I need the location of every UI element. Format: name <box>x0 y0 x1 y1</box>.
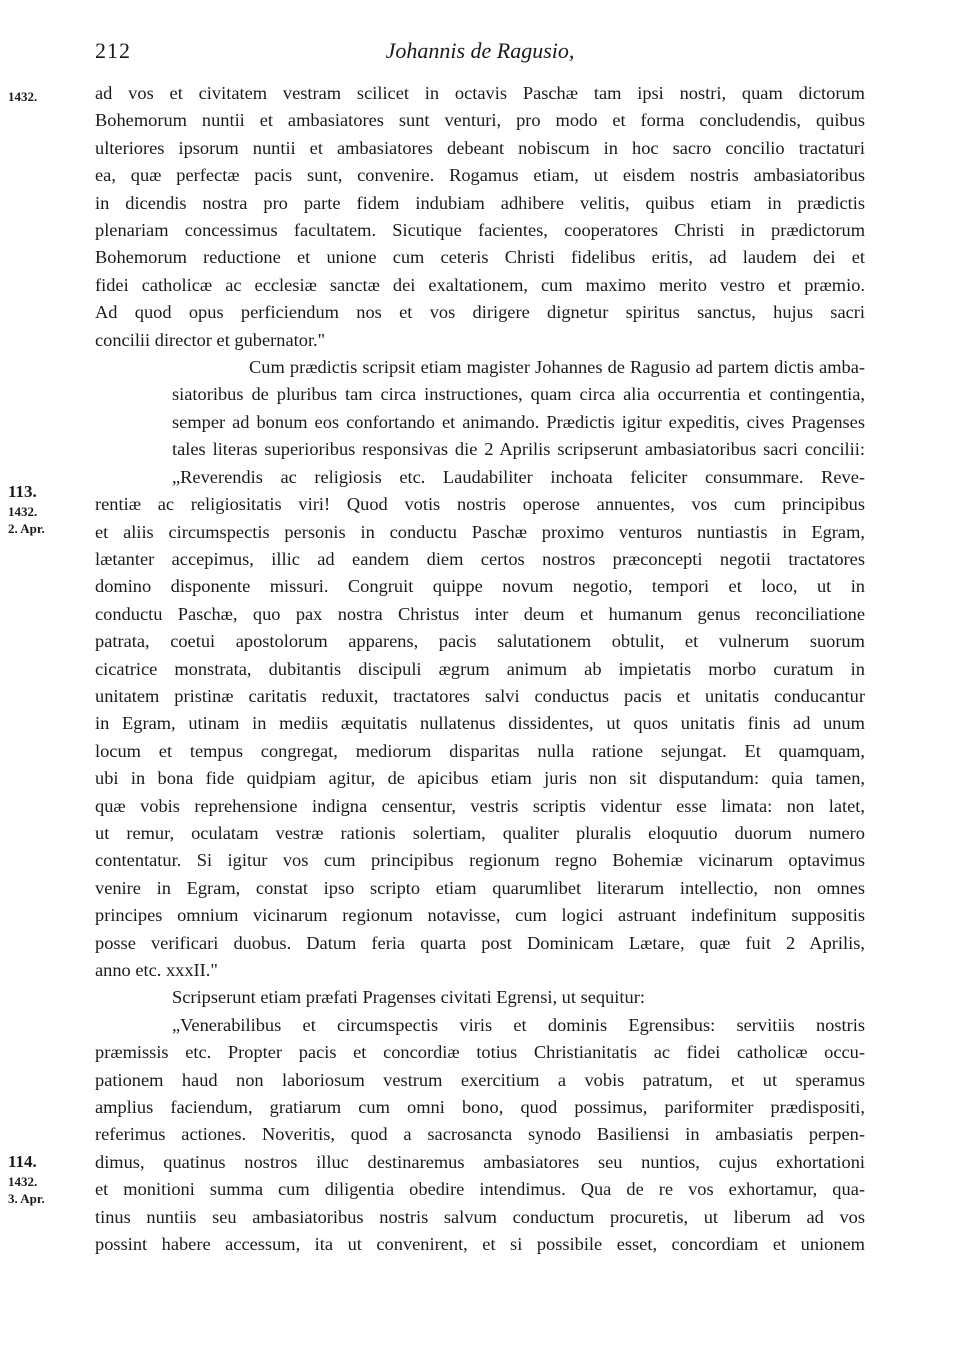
text-line: venire in Egram, constat ipso scripto etiam quarumlibet literarum intellectio, non omnes <box>95 877 865 898</box>
paragraph-letter-continuation <box>95 80 865 354</box>
text-line: cicatrice monstrata, dubitantis discipuli ægrum animum ab impietatis morbo curatum in <box>95 658 865 679</box>
text-line: „Reverendis ac religiosis etc. Laudabiliter inchoata feliciter consummare. Reve- <box>172 466 865 487</box>
text-line: quæ vobis reprehensione indigna censentur, vestris scriptis videntur esse limata: non latet, <box>95 795 865 816</box>
text-line: tinus nuntiis seu ambasiatoribus nostris salvum conductum procuretis, ut liberum ad vos <box>95 1206 865 1227</box>
margin-document-number: 114. <box>8 1152 37 1171</box>
text-line: fidei catholicæ ac ecclesiæ sanctæ dei exaltationem, cum maximo merito vestro et præmio. <box>95 274 865 295</box>
margin-year: 1432. <box>8 89 38 104</box>
text-line: amplius faciendum, gratiarum cum omni bono, quod possimus, pariformiter prædispositi, <box>95 1097 865 1118</box>
text-line: in dicendis nostra pro parte fidem indubiam adhibere velitis, quibus etiam in prædictis <box>95 192 865 213</box>
margin-note-114 <box>8 1151 78 1207</box>
text-line: ubi in bona fide quidpiam agitur, de apicibus etiam juris non sit disputandum: quia tamen, <box>95 768 865 789</box>
text-line: concilii director et gubernator." <box>95 329 326 350</box>
running-title: Johannis de Ragusio, <box>385 38 575 63</box>
text-line: „Venerabilibus et circumspectis viris et dominis Egrensibus: servitiis nostris <box>172 1014 865 1035</box>
text-line: anno etc. xxxII." <box>95 960 218 980</box>
text-line: et aliis circumspectis personis in conductu Paschæ proximo venturos nuntiastis in Egram, <box>95 521 865 542</box>
body-text <box>95 80 865 1258</box>
page-header <box>95 30 865 70</box>
paragraph-narrative <box>95 354 865 464</box>
text-line: contentatur. Si igitur vos cum principibus regionum regno Bohemiæ vicinarum optavimus <box>95 850 865 871</box>
text-line: et monitioni summa cum diligentia obedire intendimus. Qua de re vos exhortamur, qua- <box>95 1179 865 1200</box>
text-line: ea, quæ perfectæ pacis sunt, convenire. Rogamus etiam, ut eisdem nostris ambasiatoribus <box>95 165 865 186</box>
text-line: posse verificari duobus. Datum feria quarta post Dominicam Lætare, quæ fuit 2 Aprilis, <box>95 932 865 953</box>
text-line: conductu Paschæ, quo pax nostra Christus inter deum et humanum genus reconciliatione <box>95 603 865 624</box>
margin-date: 2. Apr. <box>8 521 45 536</box>
page-number: 212 <box>95 38 131 63</box>
text-line: patrata, coetui apostolorum apparens, pacis salutationem obtulit, et vulnerum suorum <box>95 631 865 652</box>
text-line: in Egram, utinam in mediis æquitatis nullatenus dissidentes, ut quos unitatis finis ad unum <box>95 713 865 734</box>
paragraph-narrative-2 <box>95 984 865 1011</box>
text-line: locum et tempus congregat, mediorum disparitas nulla ratione sejungat. Et quamquam, <box>95 740 865 761</box>
text-line: Bohemorum nuntii et ambasiatores sunt venturi, pro modo et forma concludendis, quibus <box>95 110 865 131</box>
text-line: ad vos et civitatem vestram scilicet in octavis Paschæ tam ipsi nostri, quam dictorum <box>95 83 865 103</box>
text-line: Ad quod opus perficiendum nos et vos dirigere dignetur spiritus sanctus, hujus sacri <box>95 302 865 323</box>
margin-document-number: 113. <box>8 482 37 501</box>
text-line: lætanter accepimus, illic ad eandem diem certos nostros præconcepti negotii tractatores <box>95 548 865 569</box>
margin-year: 1432. <box>8 1174 38 1189</box>
margin-note-113 <box>8 481 78 537</box>
text-line: possint habere accessum, ita ut convenirent, et si possibile esset, concordiam et unionem <box>95 1234 865 1255</box>
text-line: domino disponente missuri. Congruit quippe novum negotio, tempori et loco, ut in <box>95 576 865 597</box>
text-line: semper ad bonum eos confortando et animando. Prædictis igitur expeditis, cives Pragenses <box>172 411 865 432</box>
text-line: præmissis etc. Propter pacis et concordiæ totius Christianitatis ac fidei catholicæ occu- <box>95 1042 865 1063</box>
text-line: plenariam concessimus facultatem. Sicutique facientes, cooperatores Christi in prædictorum <box>95 220 865 241</box>
text-line: dimus, quatinus nostros illuc destinaremus ambasiatores seu nuntios, cujus exhortationi <box>95 1151 865 1172</box>
text-line: tales literas superioribus responsivas die 2 Aprilis scripserunt ambasiatoribus sacri concilii: <box>172 439 865 460</box>
text-line: Bohemorum reductione et unione cum ceteris Christi fidelibus eritis, ad laudem dei et <box>95 247 865 268</box>
paragraph-letter-114 <box>95 1012 865 1259</box>
text-line: unitatem pristinæ caritatis reduxit, tractatores salvi conductus pacis et unitatis conducantur <box>95 685 865 706</box>
text-line: Scripserunt etiam præfati Pragenses civitati Egrensi, ut sequitur: <box>172 987 645 1008</box>
margin-date: 3. Apr. <box>8 1191 45 1206</box>
text-line: Cum prædictis scripsit etiam magister Johannes de Ragusio ad partem dictis amba- <box>249 357 865 378</box>
text-line: rentiæ ac religiositatis viri! Quod votis nostris operose annuentes, vos cum principibus <box>95 494 865 515</box>
margin-note-year <box>8 88 78 105</box>
paragraph-letter-113 <box>95 464 865 985</box>
text-line: ulteriores ipsorum nuntii et ambasiatores debeant nobiscum in hoc sacro concilio tractaturi <box>95 137 865 158</box>
text-line: ut remur, oculatam vestræ rationis solertiam, qualiter pluralis eloquutio duorum numero <box>95 822 865 843</box>
text-line: principes omnium vicinarum regionum notavisse, cum logici astruant indefinitum suppositis <box>95 905 865 926</box>
margin-year: 1432. <box>8 504 38 519</box>
text-line: pationem haud non laboriosum vestrum exercitium a vobis patratum, et ut speramus <box>95 1069 865 1090</box>
text-line: referimus actiones. Noveritis, quod a sacrosancta synodo Basiliensi in ambasiatis perpen- <box>95 1124 865 1145</box>
text-line: siatoribus de pluribus tam circa instructiones, quam circa alia occurrentia et contingentia, <box>172 384 865 405</box>
